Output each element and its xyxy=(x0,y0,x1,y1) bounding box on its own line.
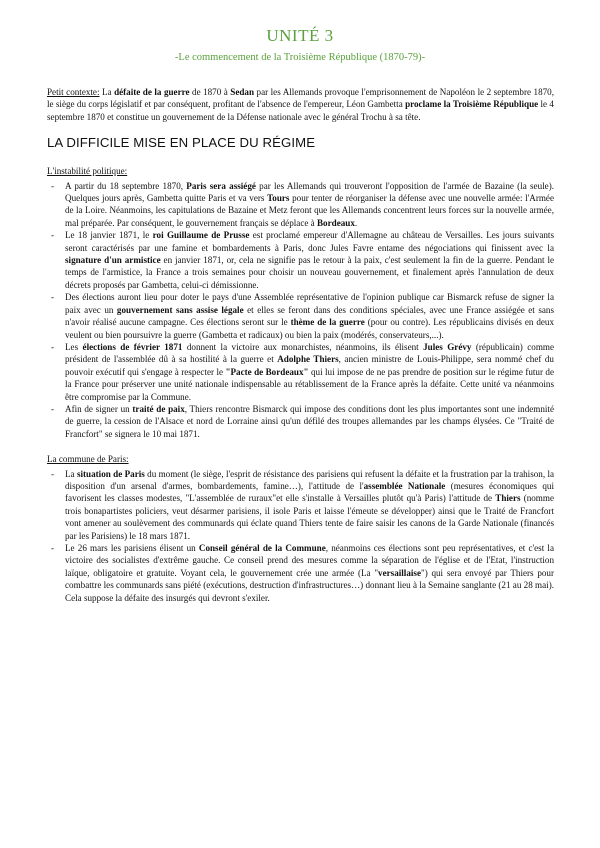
commune-heading: La commune de Paris: xyxy=(47,454,129,465)
instability-heading: L'instabilité politique: xyxy=(47,166,128,177)
list-item: - A partir du 18 septembre 1870, Paris sera assiégé par les Allemands qui trouveront l'opposition de l'armée de Bazaine (la seule). Quelques jours après, Gambetta quitte Paris et va vers Tours pour tenter de réorganiser la défense avec une nouvelle armée: l'Armée de la Loire. Néanmoins, les capitulations de Bazaine et Metz feront que les Allemands concentrent leurs forces sur la nouvelle armée, mal préparée. Par conséquent, le gouvernement français se déplace à Bordeaux. xyxy=(51,180,554,228)
context-paragraph: Petit contexte: La défaite de la guerre de 1870 à Sedan par les Allemands provoque l'emprisonnement de Napoléon le 2 septembre 1870, le siège du corps législatif et par conséquent, profitant de l'absence de l'empereur, Léon Gambetta proclame la Troisième République le 4 septembre 1870 et constitue un gouvernement de la Défense nationale avec le général Trochu à sa tête. xyxy=(47,87,554,122)
list-item: - Des élections auront lieu pour doter le pays d'une Assemblée représentative de l'opinion publique car Bismarck refuse de signer la paix avec un gouvernement sans assise légale et elles se feront dans des conditions spéciales, avec une France assiégée et sans n'avoir réalisé aucune campagne. Ces élections seront sur le thème de la guerre (pour ou contre). Les républicains divisés en deux veulent ou bien poursuivre la guerre (Gambetta et radicaux) ou bien la paix (modérés, conservateurs,...). xyxy=(51,292,554,340)
document-body xyxy=(47,86,554,604)
instability-list xyxy=(47,180,554,441)
list-item: - Afin de signer un traité de paix, Thiers rencontre Bismarck qui impose des conditions dont les plus importantes sont une indemnité de guerre, la cession de l'Alsace et nord de Lorraine ainsi qu'un défilé des troupes allemandes par les champs élysées. Ce "Traité de Francfort" se signera le 10 mai 1871. xyxy=(51,403,554,439)
list-item: - La situation de Paris du moment (le siège, l'esprit de résistance des parisiens qui refusent la défaite et la frustration par la trahison, la disposition d'un arsenal d'armes, bombardements, famine…), l'attitude de l'assemblée Nationale (mesures économiques qui favorisent les classes modestes, "L'assemblée de ruraux"et elle s'installe à Versailles plutôt qu'à Paris) l'attitude de Thiers (nomme trois bonapartistes policiers, veut désarmer parisiens, il isole Paris et laisse l'émeute se développer) ainsi que le Traité de Francfort vont amener au soulèvement des communards qui éclate quand Thiers tente de faire saisir les canons de la Garde Nationale (financés par les Parisiens) le 18 mars 1871. xyxy=(51,468,555,541)
context-label: Petit contexte: xyxy=(47,87,100,97)
dash-bullet: - xyxy=(51,468,55,479)
dash-bullet: - xyxy=(51,180,55,191)
section-heading: LA DIFFICILE MISE EN PLACE DU RÉGIME xyxy=(47,135,316,151)
dash-bullet: - xyxy=(51,543,55,553)
dash-bullet: - xyxy=(51,403,55,414)
list-item: - Le 18 janvier 1871, le roi Guillaume de Prusse est proclamé empereur d'Allemagne au château de Versailles. Les jours suivants seront caractérisés par une famine et bombardements à Paris, donc Jules Favre entame des négociations qui finissent avec la signature d'un armistice en janvier 1871, or, cela ne signifie pas le retour à la paix, c'est seulement la fin de la guerre. Pendant le temps de l'armistice, la France a trois semaines pour choisir un nouveau gouvernement, et finalement après l'annulation de deux décrets proposés par Gambetta, celui-ci démissionne. xyxy=(51,230,555,290)
page-title: UNITÉ 3 xyxy=(266,26,334,45)
context-bold: défaite de la guerre xyxy=(114,87,190,97)
dash-bullet: - xyxy=(51,341,55,352)
dash-bullet: - xyxy=(51,230,55,241)
context-bold: proclame la Troisième République xyxy=(405,99,539,110)
dash-bullet: - xyxy=(51,292,55,303)
commune-list xyxy=(47,468,554,604)
list-item: - Le 26 mars les parisiens élisent un Conseil général de la Commune, néanmoins ces élections sont peu représentatives, et c'est la victoire des socialistes d'extrême gauche. Ce conseil prend des mesures comme la séparation de l'église et de l'Etat, l'instruction laïque, obligatoire et gratuite. Voyant cela, le gouvernement crée une armée (La "versaillaise") qui sera envoyé par Thiers pour combattre les communards sans piété (exécutions, destruction d'infrastructures…) donnant lieu à la Semaine sanglante (21 au 28 mai). Cela suppose la défaite des insurgés qui devront s'exiler. xyxy=(51,543,554,603)
list-item: - Les élections de février 1871 donnent la victoire aux monarchistes, néanmoins, ils élisent Jules Grévy (républicain) comme président de l'assemblée dû à sa hostilité à la guerre et Adolphe Thiers, ancien ministre de Louis-Philippe, sera nommé chef du pouvoir exécutif qui s'engage à respecter le "Pacte de Bordeaux" qui lui impose de ne pas prendre de position sur le régime futur de la France pour préserver une unité nationale indispensable au rétablissement de la France après la défaite. Cette unité va néanmoins être compromise par la Commune. xyxy=(51,341,555,402)
context-bold: Sedan xyxy=(230,87,255,97)
page-subtitle: -Le commencement de la Troisième République (1870-79)- xyxy=(174,52,426,63)
